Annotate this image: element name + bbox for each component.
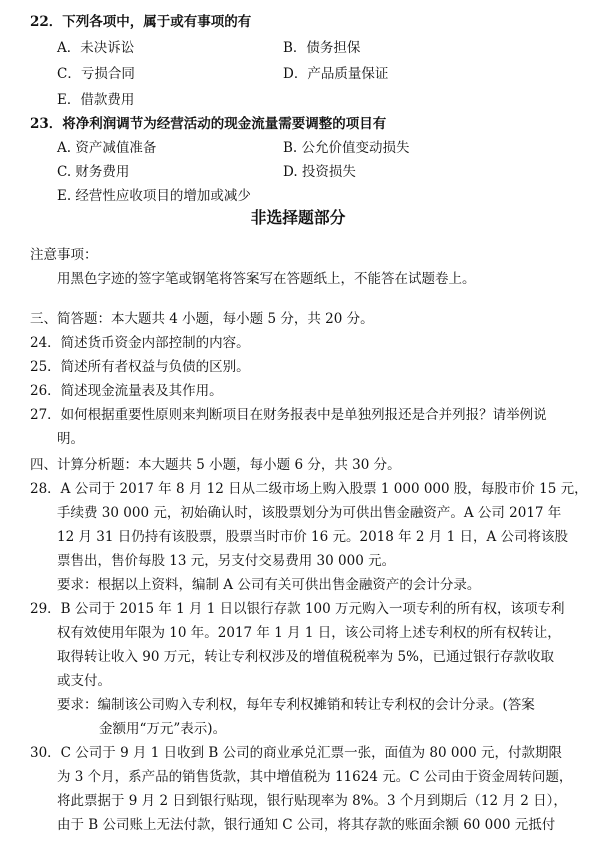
q28-line-2: 手续费 30 000 元，初始确认时，该股票划分为可供出售金融资产。A 公司 2017 年 (57, 505, 562, 521)
q30-line-2: 为 3 个月，系产品的销售货款，其中增值税为 11624 元。C 公司由于资金周转问题， (57, 769, 573, 785)
q29-requirement-2: 金额用“万元”表示)。 (99, 721, 227, 737)
q22-option-e: E．借款费用 (57, 92, 135, 108)
q22-option-d: D．产品质量保证 (283, 66, 389, 82)
q28-line-3: 12 月 31 日仍持有该股票，股票当时市价 16 元。2018 年 2 月 1 日，A 公司将该股 (57, 529, 569, 545)
q27-line-2: 明。 (57, 431, 84, 447)
q22-option-a: A．未决诉讼 (57, 40, 135, 56)
q23-option-d: D. 投资损失 (283, 164, 356, 180)
notice-heading: 注意事项： (30, 247, 98, 263)
section4-heading: 四、计算分析题：本大题共 5 小题，每小题 6 分，共 30 分。 (30, 457, 401, 473)
notice-text: 用黑色字迹的签字笔或钢笔将答案写在答题纸上，不能答在试题卷上。 (57, 271, 476, 287)
q30-line-3: 将此票据于 9 月 2 日到银行贴现，银行贴现率为 8%。3 个月到期后（12 月 2 日）， (57, 793, 567, 809)
q26: 26．简述现金流量表及其作用。 (30, 383, 223, 399)
q25: 25．简述所有者权益与负债的区别。 (30, 359, 250, 375)
q27-line-1: 27．如何根据重要性原则来判断项目在财务报表中是单独列报还是合并列报？请举例说 (30, 407, 547, 423)
q23-option-c: C. 财务费用 (57, 164, 130, 180)
q22-stem: 22．下列各项中，属于或有事项的有 (30, 14, 252, 30)
part-title: 非选择题部分 (250, 208, 346, 227)
q29-line-4: 或支付。 (57, 673, 111, 689)
q22-option-b: B．债务担保 (283, 40, 361, 56)
q28-line-4: 票售出，售价每股 13 元，另支付交易费用 30 000 元。 (57, 553, 396, 569)
section3-heading: 三、简答题：本大题共 4 小题，每小题 5 分，共 20 分。 (30, 311, 374, 327)
q29-requirement-1: 要求：编制该公司购入专利权，每年专利权摊销和转让专利权的会计分录。(答案 (57, 697, 535, 713)
q23-option-a: A. 资产减值准备 (57, 140, 157, 156)
q29-line-3: 取得转让收入 90 万元，转让专利权涉及的增值税税率为 5%，已通过银行存款收取 (57, 649, 554, 665)
q23-option-e: E. 经营性应收项目的增加或减少 (57, 188, 251, 204)
q30-line-1: 30．C 公司于 9 月 1 日收到 B 公司的商业承兑汇票一张，面值为 80 000 元，付款期限 (30, 745, 562, 761)
q28-line-1: 28．A 公司于 2017 年 8 月 12 日从二级市场上购入股票 1 000 000 股，每股市价 15 元， (30, 481, 588, 497)
q24: 24．简述货币资金内部控制的内容。 (30, 335, 250, 351)
q23-stem: 23．将净利润调节为经营活动的现金流量需要调整的项目有 (30, 116, 387, 132)
q23-option-b: B. 公允价值变动损失 (283, 140, 410, 156)
q29-line-2: 权有效使用年限为 10 年。2017 年 1 月 1 日，该公司将上述专利权的所有权转让， (57, 625, 561, 641)
q30-line-4: 由于 B 公司账上无法付款，银行通知 C 公司，将其存款的账面余额 60 000 元抵付 (57, 817, 556, 833)
q22-option-c: C．亏损合同 (57, 66, 135, 82)
q28-requirement: 要求：根据以上资料，编制 A 公司有关可供出售金融资产的会计分录。 (57, 577, 481, 593)
q29-line-1: 29．B 公司于 2015 年 1 月 1 日以银行存款 100 万元购入一项专利的所有权，该项专利 (30, 601, 565, 617)
